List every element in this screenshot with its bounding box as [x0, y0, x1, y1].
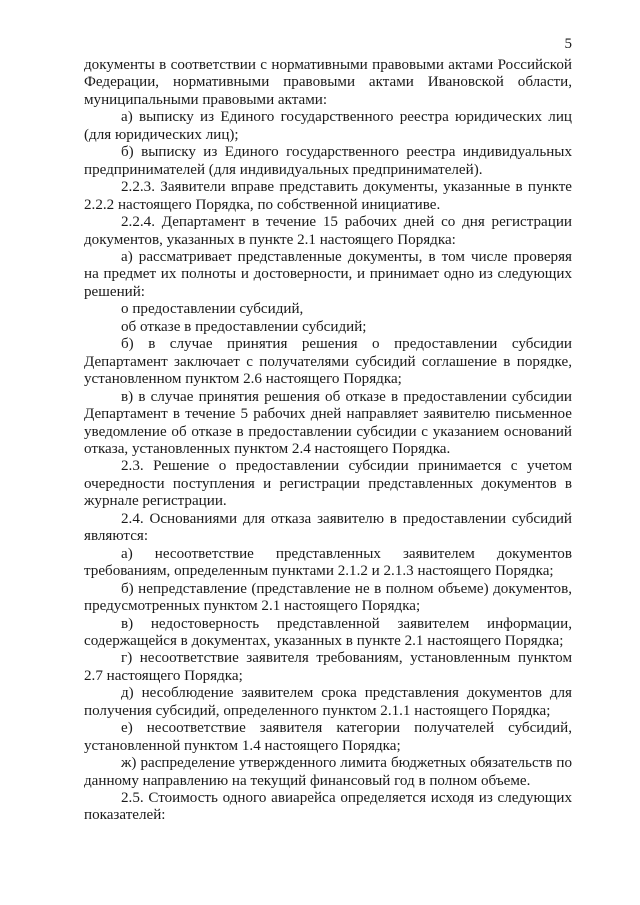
paragraph: б) непредставление (представление не в полном объеме) документов, предусмотренных пунктом 2.1 настоящего Порядка;	[84, 580, 572, 615]
paragraph: б) выписку из Единого государственного реестра индивидуальных предпринимателей (для индивидуальных предпринимателей).	[84, 144, 572, 178]
paragraph: в) в случае принятия решения об отказе в предоставлении субсидии Департамент в течение 5 рабочих дней направляет заявителю письменное уведомление об отказе в предоставлении субсидии с указанием оснований отказа, установленных пунктом 2.4 настоящего Порядка.	[84, 388, 572, 457]
paragraph: 2.2.4. Департамент в течение 15 рабочих дней со дня регистрации документов, указанных в пункте 2.1 настоящего Порядка:	[84, 214, 572, 248]
paragraph: 2.3. Решение о предоставлении субсидии принимается с учетом очередности поступления и регистрации представленных документов в журнале регистрации.	[84, 458, 572, 510]
paragraph: б) в случае принятия решения о предоставлении субсидии Департамент заключает с получателями субсидий соглашение в порядке, установленном пунктом 2.6 настоящего Порядка;	[84, 336, 572, 388]
document-body	[84, 57, 572, 825]
paragraph: а) выписку из Единого государственного реестра юридических лиц (для юридических лиц);	[84, 109, 572, 143]
paragraph: 2.4. Основаниями для отказа заявителю в предоставлении субсидий являются:	[84, 510, 572, 545]
paragraph: 2.2.3. Заявители вправе представить документы, указанные в пункте 2.2.2 настоящего Порядка, по собственной инициативе.	[84, 179, 572, 213]
paragraph: об отказе в предоставлении субсидий;	[121, 318, 367, 335]
paragraph: о предоставлении субсидий,	[121, 301, 304, 318]
paragraph: ж) распределение утвержденного лимита бюджетных обязательств по данному направлению на текущий финансовый год в полном объеме.	[84, 755, 572, 789]
paragraph: д) несоблюдение заявителем срока представления документов для получения субсидий, определенного пунктом 2.1.1 настоящего Порядка;	[84, 685, 572, 719]
paragraph: 2.5. Стоимость одного авиарейса определяется исходя из следующих показателей:	[84, 790, 572, 824]
paragraph: г) несоответствие заявителя требованиям, установленным пунктом 2.7 настоящего Порядка;	[84, 650, 572, 684]
paragraph: документы в соответствии с нормативными правовыми актами Российской Федерации, нормативными правовыми актами Ивановской области, муниципальными правовыми актами:	[84, 57, 572, 108]
paragraph: е) несоответствие заявителя категории получателей субсидий, установленной пунктом 1.4 настоящего Порядка;	[84, 720, 572, 754]
paragraph: в) недостоверность представленной заявителем информации, содержащейся в документах, указанных в пункте 2.1 настоящего Порядка;	[84, 615, 572, 649]
paragraph: а) несоответствие представленных заявителем документов требованиям, определенным пунктами 2.1.2 и 2.1.3 настоящего Порядка;	[84, 545, 572, 580]
paragraph: а) рассматривает представленные документы, в том числе проверяя на предмет их полноты и достоверности, и принимает одно из следующих решений:	[84, 248, 572, 300]
page-number: 5	[564, 36, 572, 52]
